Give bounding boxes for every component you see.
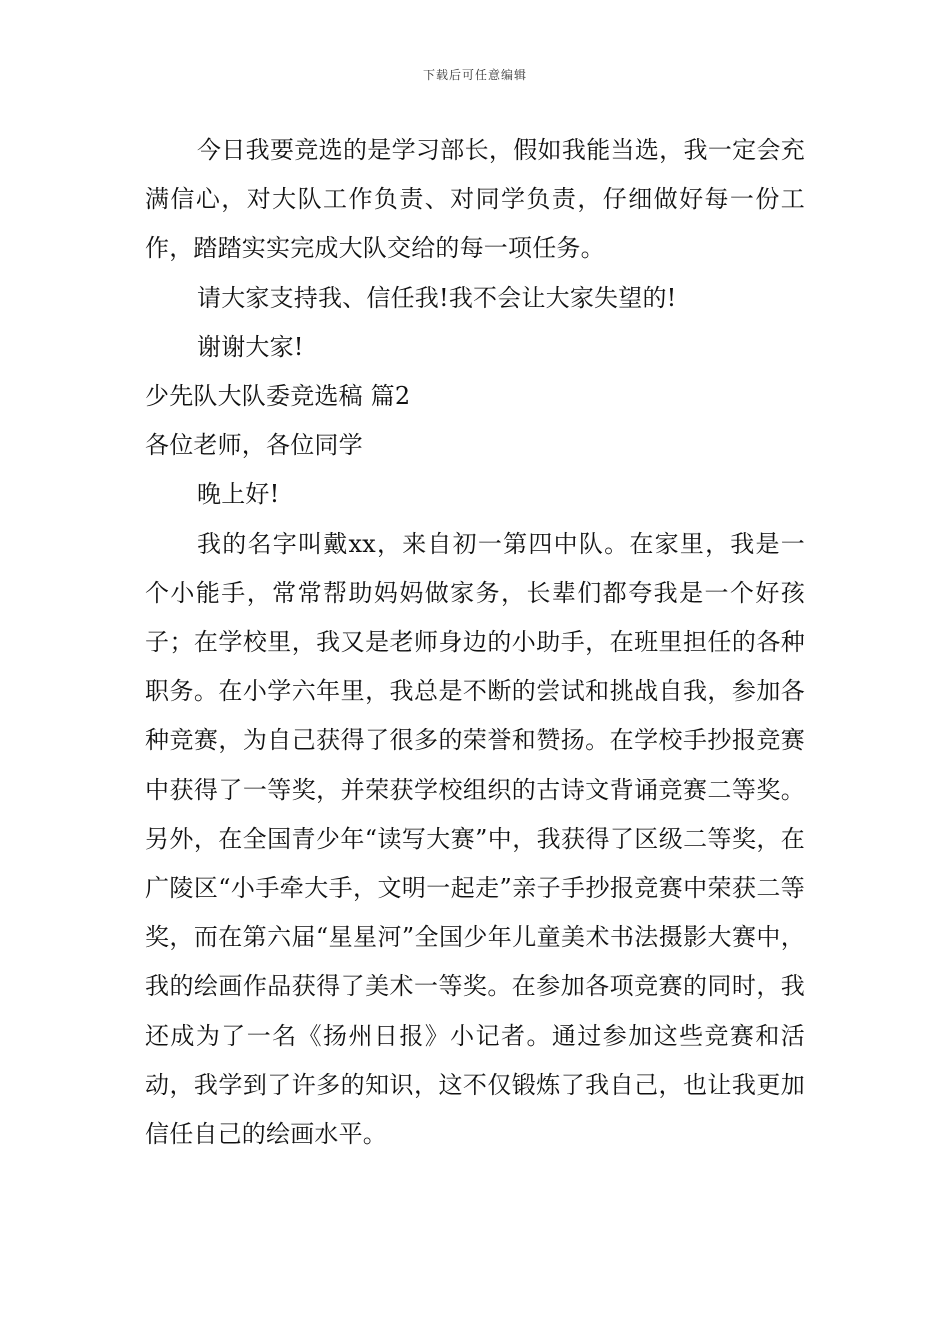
salutation: 各位老师，各位同学 xyxy=(145,431,363,460)
section-title: 少先队大队委竞选稿 篇2 xyxy=(145,382,411,411)
paragraph-1: 今日我要竞选的是学习部长，假如我能当选，我一定会充满信心，对大队工作负责、对同学负责，仔细做好每一份工作，踏踏实实完成大队交给的每一项任务。 xyxy=(145,136,805,263)
paragraph-3: 谢谢大家! xyxy=(197,332,304,361)
document-body xyxy=(145,126,805,1159)
greeting: 晚上好! xyxy=(197,480,280,509)
paragraph-2: 请大家支持我、信任我!我不会让大家失望的! xyxy=(197,283,677,312)
paragraph-body: 我的名字叫戴xx，来自初一第四中队。在家里，我是一个小能手，常常帮助妈妈做家务，长辈们都夸我是一个好孩子；在学校里，我又是老师身边的小助手，在班里担任的各种职务。在小学六年里，我总是不断的尝试和挑战自我，参加各种竞赛，为自己获得了很多的荣誉和赞扬。在学校手抄报竞赛中获得了一等奖，并荣获学校组织的古诗文背诵竞赛二等奖。另外，在全国青少年“读写大赛”中，我获得了区级二等奖，在广陵区“小手牵大手，文明一起走”亲子手抄报竞赛中荣获二等奖，而在第六届“星星河”全国少年儿童美术书法摄影大赛中，我的绘画作品获得了美术一等奖。在参加各项竞赛的同时，我还成为了一名《扬州日报》小记者。通过参加这些竞赛和活动，我学到了许多的知识，这不仅锻炼了我自己，也让我更加信任自己的绘画水平。 xyxy=(145,529,805,1149)
header-note: 下载后可任意编辑 xyxy=(422,68,527,82)
